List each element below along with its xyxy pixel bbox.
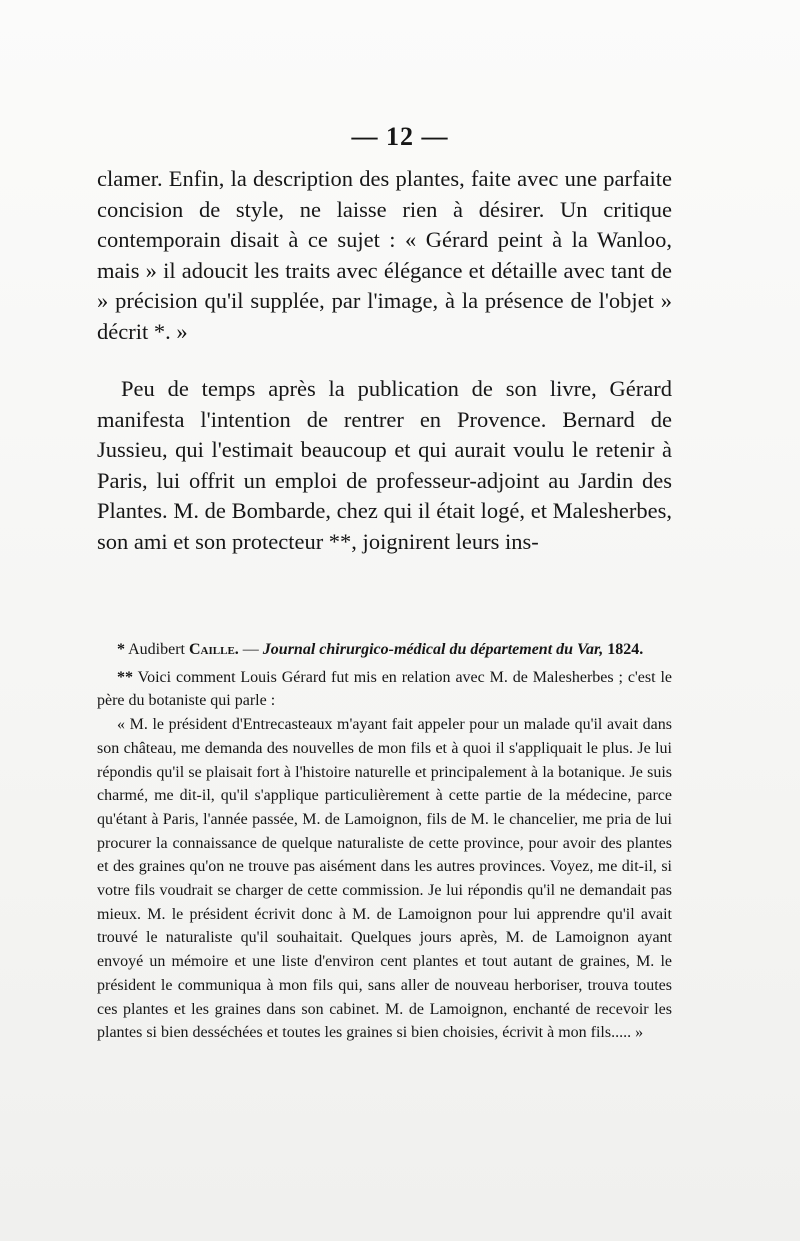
footnote-1-author: Audibert <box>128 641 185 658</box>
footnote-1-year: 1824. <box>603 641 644 658</box>
footnote-1 <box>97 638 672 662</box>
paragraph-2: Peu de temps après la publication de son livre, Gérard manifesta l'intention de rentrer en Provence. Bernard de Jussieu, qui l'estimait beaucoup et qui aurait voulu le retenir à Paris, lui offrit un emploi de professeur-adjoint au Jardin des Plantes. M. de Bombarde, chez qui il était logé, et Malesherbes, son ami et son protecteur **, joignirent leurs ins- <box>97 376 672 554</box>
footnote-1-marker: * <box>117 641 125 658</box>
footnote-2-intro: Voici comment Louis Gérard fut mis en relation avec M. de Malesherbes ; c'est le père du botaniste qui parle : <box>97 668 673 710</box>
paragraph-1: clamer. Enfin, la description des plantes, faite avec une parfaite concision de style, ne laisse rien à désirer. Un critique contemporain disait à ce sujet : « Gérard peint à la Wanloo, mais » il adoucit les traits avec élégance et détaille avec tant de » précision qu'il supplée, par l'image, à la présence de l'objet » décrit *. » <box>97 166 672 344</box>
footnote-1-author-surname: Caille. <box>189 641 239 658</box>
footnotes <box>97 638 672 1045</box>
footnote-1-dash: — <box>238 641 263 658</box>
footnote-2-marker: ** <box>117 668 133 686</box>
footnote-2 <box>97 666 672 713</box>
main-text <box>97 164 672 557</box>
footnote-2-quote: « M. le président d'Entrecasteaux m'ayant fait appeler pour un malade qu'il avait dans son château, me demanda des nouvelles de mon fils et à quoi il s'appliquait le plus. Je lui répondis qu'il se plaisait fort à l'histoire naturelle et principalement à la botanique. Je suis charmé, me dit-il, qu'il s'applique particulièrement à cette partie de la médecine, parce qu'étant à Paris, l'année passée, M. de Lamoignon, fils de M. le chancelier, me pria de lui procurer la connaissance de quelque naturaliste de cette province, pour avoir des plantes et des graines qu'on ne trouve pas aisément dans les autres provinces. Voyez, me dit-il, si votre fils voudrait se charger de cette commission. Je lui répondis qu'il ne demandait pas mieux. M. le président écrivit donc à M. de Lamoignon pour lui apprendre qu'il avait trouvé le naturaliste qu'il souhaitait. Quelques jours après, M. de Lamoignon ayant envoyé un mémoire et une liste d'environ cent plantes et tout autant de graines, M. le président le communiqua à mon fils qui, sans aller de nouveau herboriser, trouva toutes ces plantes et les graines dans son cabinet. M. de Lamoignon, enchanté de recevoir les plantes si bien desséchées et toutes les graines si bien choisies, écrivit à mon fils..... » <box>97 716 672 1042</box>
page-number: — 12 — <box>351 122 449 151</box>
footnote-1-journal: Journal chirurgico-médical du département du Var, <box>262 641 604 658</box>
